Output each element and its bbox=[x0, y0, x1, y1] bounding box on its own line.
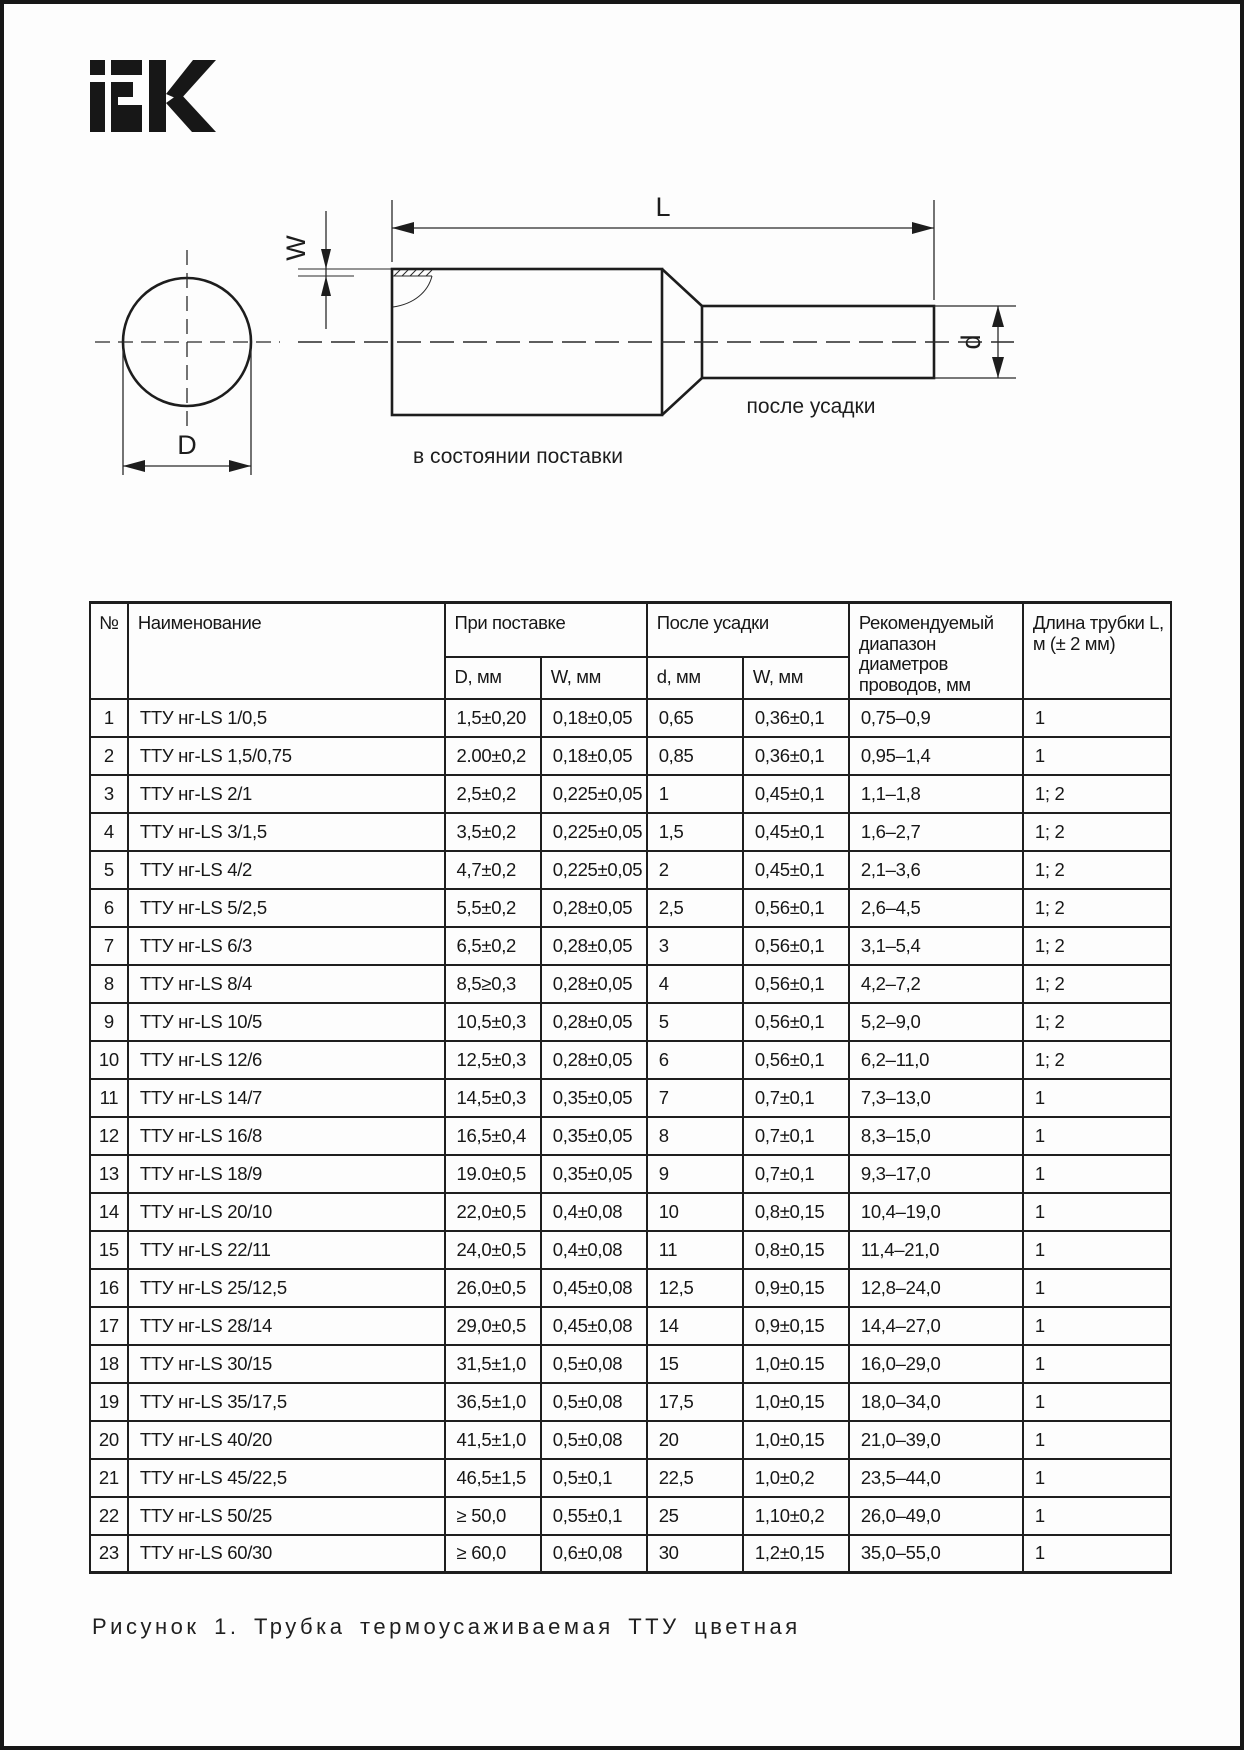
table-cell: 21 bbox=[90, 1459, 128, 1497]
table-cell: 1 bbox=[1023, 1231, 1171, 1269]
table-cell: ТТУ нг-LS 40/20 bbox=[128, 1421, 445, 1459]
table-cell: 1 bbox=[1023, 1193, 1171, 1231]
table-cell: 46,5±1,5 bbox=[445, 1459, 541, 1497]
table-cell: 8,3–15,0 bbox=[849, 1117, 1023, 1155]
table-cell: ТТУ нг-LS 14/7 bbox=[128, 1079, 445, 1117]
table-cell: 0,225±0,05 bbox=[541, 775, 647, 813]
table-cell: 1 bbox=[1023, 1269, 1171, 1307]
header-wire-range: Рекомендуемый диапазон диаметров проводов, мм bbox=[849, 603, 1023, 699]
table-cell: 0,5±0,1 bbox=[541, 1459, 647, 1497]
table-cell: 0,18±0,05 bbox=[541, 737, 647, 775]
table-row bbox=[90, 927, 1171, 965]
table-cell: 0,225±0,05 bbox=[541, 813, 647, 851]
table-cell: 4 bbox=[90, 813, 128, 851]
table-cell: 1 bbox=[1023, 1421, 1171, 1459]
table-row bbox=[90, 1117, 1171, 1155]
table-cell: 2 bbox=[647, 851, 743, 889]
table-cell: ТТУ нг-LS 18/9 bbox=[128, 1155, 445, 1193]
table-cell: ТТУ нг-LS 22/11 bbox=[128, 1231, 445, 1269]
table-cell: 0,7±0,1 bbox=[743, 1155, 849, 1193]
table-cell: 1 bbox=[1023, 1459, 1171, 1497]
table-cell: 0,56±0,1 bbox=[743, 889, 849, 927]
table-cell: 23,5–44,0 bbox=[849, 1459, 1023, 1497]
table-cell: 14,4–27,0 bbox=[849, 1307, 1023, 1345]
table-cell: 15 bbox=[90, 1231, 128, 1269]
table-cell: 41,5±1,0 bbox=[445, 1421, 541, 1459]
table-cell: 8 bbox=[90, 965, 128, 1003]
table-row bbox=[90, 1383, 1171, 1421]
shrunk-state-label: после усадки bbox=[746, 395, 876, 418]
table-cell: 12,8–24,0 bbox=[849, 1269, 1023, 1307]
header-name: Наименование bbox=[128, 603, 445, 699]
spec-table-body bbox=[90, 699, 1171, 1573]
table-row bbox=[90, 1231, 1171, 1269]
table-cell: 6 bbox=[647, 1041, 743, 1079]
table-cell: ТТУ нг-LS 60/30 bbox=[128, 1535, 445, 1573]
table-row bbox=[90, 1459, 1171, 1497]
table-cell: 22,5 bbox=[647, 1459, 743, 1497]
table-row bbox=[90, 1497, 1171, 1535]
table-cell: 0,85 bbox=[647, 737, 743, 775]
table-cell: 0,28±0,05 bbox=[541, 889, 647, 927]
table-cell: ТТУ нг-LS 2/1 bbox=[128, 775, 445, 813]
table-cell: ТТУ нг-LS 10/5 bbox=[128, 1003, 445, 1041]
table-cell: 0,5±0,08 bbox=[541, 1421, 647, 1459]
table-cell: 30 bbox=[647, 1535, 743, 1573]
table-cell: 1 bbox=[1023, 1345, 1171, 1383]
table-cell: 5,5±0,2 bbox=[445, 889, 541, 927]
table-row bbox=[90, 699, 1171, 737]
table-cell: 0,9±0,15 bbox=[743, 1307, 849, 1345]
table-cell: 0,28±0,05 bbox=[541, 927, 647, 965]
table-cell: 0,56±0,1 bbox=[743, 927, 849, 965]
table-cell: 0,35±0,05 bbox=[541, 1155, 647, 1193]
table-cell: 26,0–49,0 bbox=[849, 1497, 1023, 1535]
table-cell: 25 bbox=[647, 1497, 743, 1535]
table-cell: 5 bbox=[647, 1003, 743, 1041]
table-cell: 1; 2 bbox=[1023, 851, 1171, 889]
table-cell: 0,56±0,1 bbox=[743, 965, 849, 1003]
table-cell: 0,9±0,15 bbox=[743, 1269, 849, 1307]
table-cell: 0,28±0,05 bbox=[541, 965, 647, 1003]
table-cell: 1; 2 bbox=[1023, 1041, 1171, 1079]
table-cell: 0,55±0,1 bbox=[541, 1497, 647, 1535]
table-cell: 11 bbox=[647, 1231, 743, 1269]
table-cell: 9,3–17,0 bbox=[849, 1155, 1023, 1193]
table-cell: 0,28±0,05 bbox=[541, 1041, 647, 1079]
table-row bbox=[90, 1345, 1171, 1383]
table-cell: ТТУ нг-LS 1/0,5 bbox=[128, 699, 445, 737]
table-row bbox=[90, 813, 1171, 851]
table-cell: 0,7±0,1 bbox=[743, 1079, 849, 1117]
table-row bbox=[90, 889, 1171, 927]
table-cell: 11 bbox=[90, 1079, 128, 1117]
table-cell: ТТУ нг-LS 5/2,5 bbox=[128, 889, 445, 927]
table-cell: 17,5 bbox=[647, 1383, 743, 1421]
table-cell: 1; 2 bbox=[1023, 965, 1171, 1003]
dimension-label-L: L bbox=[655, 192, 671, 222]
table-cell: 0,75–0,9 bbox=[849, 699, 1023, 737]
table-cell: 6 bbox=[90, 889, 128, 927]
table-cell: 0,4±0,08 bbox=[541, 1231, 647, 1269]
table-cell: 0,8±0,15 bbox=[743, 1231, 849, 1269]
table-cell: 4,2–7,2 bbox=[849, 965, 1023, 1003]
table-cell: 1,0±0.15 bbox=[743, 1345, 849, 1383]
table-cell: 2,5 bbox=[647, 889, 743, 927]
table-cell: 31,5±1,0 bbox=[445, 1345, 541, 1383]
table-cell: 0,36±0,1 bbox=[743, 699, 849, 737]
table-cell: 12 bbox=[90, 1117, 128, 1155]
table-cell: 10,4–19,0 bbox=[849, 1193, 1023, 1231]
table-cell: 3,5±0,2 bbox=[445, 813, 541, 851]
table-row bbox=[90, 1193, 1171, 1231]
table-cell: 0,45±0,1 bbox=[743, 851, 849, 889]
table-row bbox=[90, 1041, 1171, 1079]
table-cell: 6,5±0,2 bbox=[445, 927, 541, 965]
table-cell: 9 bbox=[647, 1155, 743, 1193]
table-cell: 2,5±0,2 bbox=[445, 775, 541, 813]
table-cell: 7 bbox=[647, 1079, 743, 1117]
header-number: № bbox=[90, 603, 128, 699]
table-cell: 13 bbox=[90, 1155, 128, 1193]
table-cell: 1; 2 bbox=[1023, 813, 1171, 851]
table-cell: 1 bbox=[1023, 1117, 1171, 1155]
table-cell: 1,5 bbox=[647, 813, 743, 851]
table-cell: 19 bbox=[90, 1383, 128, 1421]
table-cell: 0,8±0,15 bbox=[743, 1193, 849, 1231]
tube-diagram bbox=[4, 4, 1244, 504]
header-after-group: После усадки bbox=[647, 603, 849, 658]
table-cell: ТТУ нг-LS 8/4 bbox=[128, 965, 445, 1003]
table-cell: 14,5±0,3 bbox=[445, 1079, 541, 1117]
table-cell: 12,5±0,3 bbox=[445, 1041, 541, 1079]
table-cell: 5,2–9,0 bbox=[849, 1003, 1023, 1041]
table-cell: 0,6±0,08 bbox=[541, 1535, 647, 1573]
header-d-after: d, мм bbox=[647, 657, 743, 699]
table-cell: 15 bbox=[647, 1345, 743, 1383]
table-cell: 22 bbox=[90, 1497, 128, 1535]
table-cell: 1,0±0,15 bbox=[743, 1383, 849, 1421]
table-cell: 14 bbox=[647, 1307, 743, 1345]
table-cell: 10 bbox=[647, 1193, 743, 1231]
table-cell: ТТУ нг-LS 30/15 bbox=[128, 1345, 445, 1383]
table-cell: 0,45±0,1 bbox=[743, 813, 849, 851]
table-cell: 1,0±0,2 bbox=[743, 1459, 849, 1497]
table-cell: 26,0±0,5 bbox=[445, 1269, 541, 1307]
table-cell: 6,2–11,0 bbox=[849, 1041, 1023, 1079]
table-cell: ТТУ нг-LS 3/1,5 bbox=[128, 813, 445, 851]
table-cell: 1,6–2,7 bbox=[849, 813, 1023, 851]
table-cell: 1; 2 bbox=[1023, 889, 1171, 927]
table-cell: 8,5≥0,3 bbox=[445, 965, 541, 1003]
table-row bbox=[90, 737, 1171, 775]
table-cell: 0,45±0,08 bbox=[541, 1269, 647, 1307]
table-cell: 4 bbox=[647, 965, 743, 1003]
table-cell: 1 bbox=[1023, 1155, 1171, 1193]
table-cell: 7 bbox=[90, 927, 128, 965]
table-cell: 10 bbox=[90, 1041, 128, 1079]
table-cell: 8 bbox=[647, 1117, 743, 1155]
table-cell: 1 bbox=[1023, 1079, 1171, 1117]
table-row bbox=[90, 1079, 1171, 1117]
dimension-label-d: d bbox=[956, 334, 986, 350]
table-row bbox=[90, 1307, 1171, 1345]
table-cell: 0,45±0,08 bbox=[541, 1307, 647, 1345]
supply-state-label: в состоянии поставки bbox=[413, 445, 623, 468]
table-cell: 0,36±0,1 bbox=[743, 737, 849, 775]
table-cell: 0,35±0,05 bbox=[541, 1079, 647, 1117]
table-cell: 0,225±0,05 bbox=[541, 851, 647, 889]
table-row bbox=[90, 1155, 1171, 1193]
header-tube-length: Длина трубки L, м (± 2 мм) bbox=[1023, 603, 1171, 699]
table-cell: ТТУ нг-LS 1,5/0,75 bbox=[128, 737, 445, 775]
table-cell: 0,5±0,08 bbox=[541, 1345, 647, 1383]
table-cell: 3,1–5,4 bbox=[849, 927, 1023, 965]
table-cell: 0,56±0,1 bbox=[743, 1041, 849, 1079]
table-cell: ТТУ нг-LS 50/25 bbox=[128, 1497, 445, 1535]
table-cell: ТТУ нг-LS 16/8 bbox=[128, 1117, 445, 1155]
table-cell: 9 bbox=[90, 1003, 128, 1041]
table-cell: 16,5±0,4 bbox=[445, 1117, 541, 1155]
table-cell: 14 bbox=[90, 1193, 128, 1231]
table-cell: 0,45±0,1 bbox=[743, 775, 849, 813]
table-cell: 1 bbox=[1023, 699, 1171, 737]
table-cell: ТТУ нг-LS 28/14 bbox=[128, 1307, 445, 1345]
figure-caption: Рисунок 1. Трубка термоусаживаемая ТТУ цветная bbox=[92, 1614, 801, 1639]
table-cell: ТТУ нг-LS 6/3 bbox=[128, 927, 445, 965]
table-cell: 18,0–34,0 bbox=[849, 1383, 1023, 1421]
table-cell: 1; 2 bbox=[1023, 1003, 1171, 1041]
table-cell: 3 bbox=[647, 927, 743, 965]
table-row bbox=[90, 775, 1171, 813]
table-cell: 19.0±0,5 bbox=[445, 1155, 541, 1193]
header-supply-group: При поставке bbox=[445, 603, 647, 658]
table-cell: 0,18±0,05 bbox=[541, 699, 647, 737]
table-row bbox=[90, 1535, 1171, 1573]
table-cell: 2 bbox=[90, 737, 128, 775]
table-cell: 36,5±1,0 bbox=[445, 1383, 541, 1421]
table-cell: 3 bbox=[90, 775, 128, 813]
table-cell: 1 bbox=[1023, 737, 1171, 775]
table-cell: ≥ 50,0 bbox=[445, 1497, 541, 1535]
table-cell: 5 bbox=[90, 851, 128, 889]
table-cell: 0,7±0,1 bbox=[743, 1117, 849, 1155]
table-cell: 16 bbox=[90, 1269, 128, 1307]
table-cell: 0,35±0,05 bbox=[541, 1117, 647, 1155]
table-cell: ТТУ нг-LS 12/6 bbox=[128, 1041, 445, 1079]
table-cell: 1 bbox=[90, 699, 128, 737]
table-row bbox=[90, 1269, 1171, 1307]
table-cell: 2,6–4,5 bbox=[849, 889, 1023, 927]
table-cell: 0,4±0,08 bbox=[541, 1193, 647, 1231]
table-cell: 2.00±0,2 bbox=[445, 737, 541, 775]
table-cell: 22,0±0,5 bbox=[445, 1193, 541, 1231]
table-cell: 7,3–13,0 bbox=[849, 1079, 1023, 1117]
table-cell: 23 bbox=[90, 1535, 128, 1573]
table-cell: 0,5±0,08 bbox=[541, 1383, 647, 1421]
table-cell: 1,0±0,15 bbox=[743, 1421, 849, 1459]
table-cell: ТТУ нг-LS 4/2 bbox=[128, 851, 445, 889]
table-cell: 1 bbox=[647, 775, 743, 813]
table-cell: 1,1–1,8 bbox=[849, 775, 1023, 813]
table-cell: 12,5 bbox=[647, 1269, 743, 1307]
table-cell: 20 bbox=[647, 1421, 743, 1459]
table-cell: 29,0±0,5 bbox=[445, 1307, 541, 1345]
dimension-label-D: D bbox=[177, 430, 197, 460]
table-cell: 1 bbox=[1023, 1307, 1171, 1345]
table-cell: 1 bbox=[1023, 1497, 1171, 1535]
table-cell: 1 bbox=[1023, 1535, 1171, 1573]
table-cell: ТТУ нг-LS 45/22,5 bbox=[128, 1459, 445, 1497]
table-cell: 0,95–1,4 bbox=[849, 737, 1023, 775]
table-row bbox=[90, 1421, 1171, 1459]
table-cell: 24,0±0,5 bbox=[445, 1231, 541, 1269]
table-cell: 2,1–3,6 bbox=[849, 851, 1023, 889]
table-cell: 11,4–21,0 bbox=[849, 1231, 1023, 1269]
table-cell: 18 bbox=[90, 1345, 128, 1383]
table-cell: ≥ 60,0 bbox=[445, 1535, 541, 1573]
header-W-after: W, мм bbox=[743, 657, 849, 699]
table-cell: 1; 2 bbox=[1023, 775, 1171, 813]
table-cell: ТТУ нг-LS 35/17,5 bbox=[128, 1383, 445, 1421]
table-cell: 17 bbox=[90, 1307, 128, 1345]
table-cell: 1 bbox=[1023, 1383, 1171, 1421]
table-cell: 0,28±0,05 bbox=[541, 1003, 647, 1041]
table-cell: 10,5±0,3 bbox=[445, 1003, 541, 1041]
table-cell: 1,2±0,15 bbox=[743, 1535, 849, 1573]
header-D-supply: D, мм bbox=[445, 657, 541, 699]
table-row bbox=[90, 851, 1171, 889]
table-row bbox=[90, 1003, 1171, 1041]
header-W-supply: W, мм bbox=[541, 657, 647, 699]
table-cell: ТТУ нг-LS 25/12,5 bbox=[128, 1269, 445, 1307]
spec-table bbox=[89, 601, 1172, 1574]
table-cell: ТТУ нг-LS 20/10 bbox=[128, 1193, 445, 1231]
table-cell: 21,0–39,0 bbox=[849, 1421, 1023, 1459]
table-cell: 0,56±0,1 bbox=[743, 1003, 849, 1041]
table-row bbox=[90, 965, 1171, 1003]
table-cell: 20 bbox=[90, 1421, 128, 1459]
table-cell: 1,5±0,20 bbox=[445, 699, 541, 737]
table-cell: 0,65 bbox=[647, 699, 743, 737]
table-cell: 1,10±0,2 bbox=[743, 1497, 849, 1535]
table-cell: 4,7±0,2 bbox=[445, 851, 541, 889]
table-cell: 35,0–55,0 bbox=[849, 1535, 1023, 1573]
table-cell: 1; 2 bbox=[1023, 927, 1171, 965]
dimension-label-W: W bbox=[281, 235, 311, 261]
table-cell: 16,0–29,0 bbox=[849, 1345, 1023, 1383]
